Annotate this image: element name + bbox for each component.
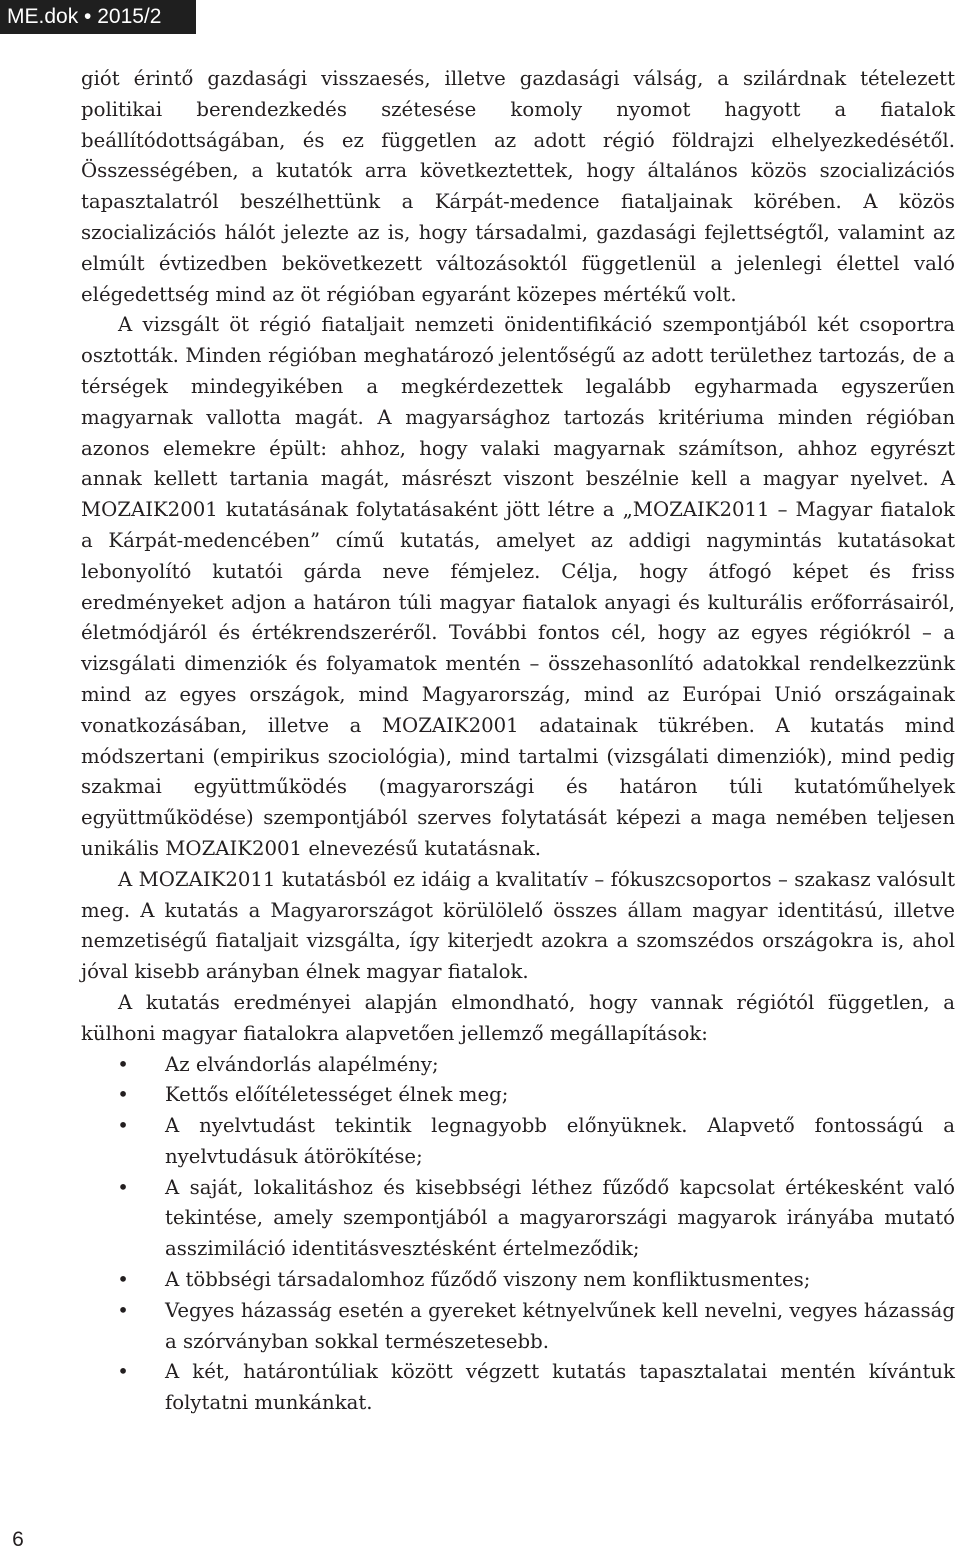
findings-list <box>81 1050 955 1420</box>
list-item-text: Vegyes házasság esetén a gyereket kétnyelvűnek kell nevelni, vegyes házasság a szórványban sokkal természetesebb. <box>165 1298 955 1353</box>
article-body <box>81 64 955 1419</box>
bullet-icon: • <box>117 1083 129 1107</box>
bullet-icon: • <box>117 1052 129 1076</box>
bullet-icon: • <box>117 1268 129 1292</box>
list-item-text: Kettős előítéletességet élnek meg; <box>165 1083 509 1107</box>
bullet-icon: • <box>117 1114 129 1138</box>
paragraph: A MOZAIK2011 kutatásból ez idáig a kvalitatív – fókuszcsoportos – szakasz valósult meg. A kutatás a Magyarországot körülölelő összes állam magyar identitású, illetve nemzetiségű fiataljait vizsgálta, így kiterjedt azokra a szomszédos országokra is, ahol jóval kisebb arányban élnek magyar fiatalok. <box>81 867 955 984</box>
paragraph: giót érintő gazdasági visszaesés, illetve gazdasági válság, a szilárdnak tételezett politikai berendezkedés szétesése komoly nyomot hagyott a fiatalok beállítódottságában, és ez független az adott régió földrajzi elhelyezkedésétől. Összességében, a kutatók arra következtettek, hogy általános közös szocializációs tapasztalatról beszélhettünk a Kárpát-medence fiataljainak körében. A közös szocializációs hálót jelezte az is, hogy társadalmi, gazdasági fejlettségtől, valamint az elmúlt évtizedben bekövetkezett változásoktól függetlenül a jelenlegi élettel való elégedettség mind az öt régióban egyaránt közepes mértékű volt. <box>81 67 955 306</box>
list-item-text: A nyelvtudást tekintik legnagyobb előnyüknek. Alapvető fontosságú a nyelvtudásuk átörökítése; <box>165 1114 955 1168</box>
list-item <box>81 1050 955 1081</box>
bullet-icon: • <box>117 1360 129 1384</box>
bullet-icon: • <box>117 1298 129 1322</box>
list-item-text: A két, határontúliak között végzett kutatás tapasztalatai mentén kívántuk folytatni munkánkat. <box>165 1360 955 1415</box>
paragraph: A kutatás eredményei alapján elmondható, hogy vannak régiótól független, a külhoni magyar fiatalokra alapvetően jellemző megállapítások: <box>81 990 955 1045</box>
page-number: 6 <box>12 1528 24 1551</box>
paragraph: A vizsgált öt régió fiataljait nemzeti önidentifikáció szempontjából két csoportra osztották. Minden régióban meghatározó jelentőségű az adott területhez tartozás, de a térségek mindegyikében a megkérdezettek legalább egyharmada egyszerűen magyarnak vallotta magát. A magyarsághoz tartozás kritériuma minden régióban azonos elemekre épült: ahhoz, hogy valaki magyarnak számítson, ahhoz egyrészt annak kellett tartania magát, másrészt viszont beszélnie kell a magyar nyelvet. A MOZAIK2001 kutatásának folytatásaként jött létre a „MOZAIK2011 – Magyar fiatalok a Kárpát-medencében” című kutatás, amelyet az addigi nagymintás kutatásokat lebonyolító kutatói gárda neve fémjelez. Célja, hogy átfogó képet és friss eredményeket adjon a határon túli magyar fiatalok anyagi és kulturális erőforrásairól, életmódjáról és értékrendszeréről. További fontos cél, hogy az egyes régiókról – a vizsgálati dimenziók és folyamatok mentén – összehasonlító adatokkal rendelkezzünk mind az egyes országok, mind Magyarország, mind az Európai Unió országainak vonatkozásában, illetve a MOZAIK2001 adatainak tükrében. A kutatás mind módszertani (empirikus szociológia), mind tartalmi (vizsgálati dimenziók), mind pedig szakmai együttműködés (magyarországi és határon túli kutatóműhelyek együttműködése) szempontjából szerves folytatását képezi a maga nemében teljesen unikális MOZAIK2001 elnevezésű kutatásnak. <box>81 313 955 860</box>
list-item-text: A többségi társadalomhoz fűződő viszony nem konfliktusmentes; <box>165 1268 811 1292</box>
list-item <box>81 1173 955 1265</box>
list-item <box>81 1296 955 1358</box>
list-item <box>81 1357 955 1419</box>
list-item <box>81 1111 955 1173</box>
list-item-text: A saját, lokalitáshoz és kisebbségi léthez fűződő kapcsolat értékesként való tekintése, amely szempontjából a magyarországi magyarok irányába mutató asszimiláció identitásvesztésként értelmeződik; <box>165 1175 955 1261</box>
bullet-icon: • <box>117 1175 129 1199</box>
list-item <box>81 1080 955 1111</box>
list-item-text: Az elvándorlás alapélmény; <box>165 1052 439 1076</box>
journal-header-label: ME.dok • 2015/2 <box>0 0 196 34</box>
list-item <box>81 1265 955 1296</box>
